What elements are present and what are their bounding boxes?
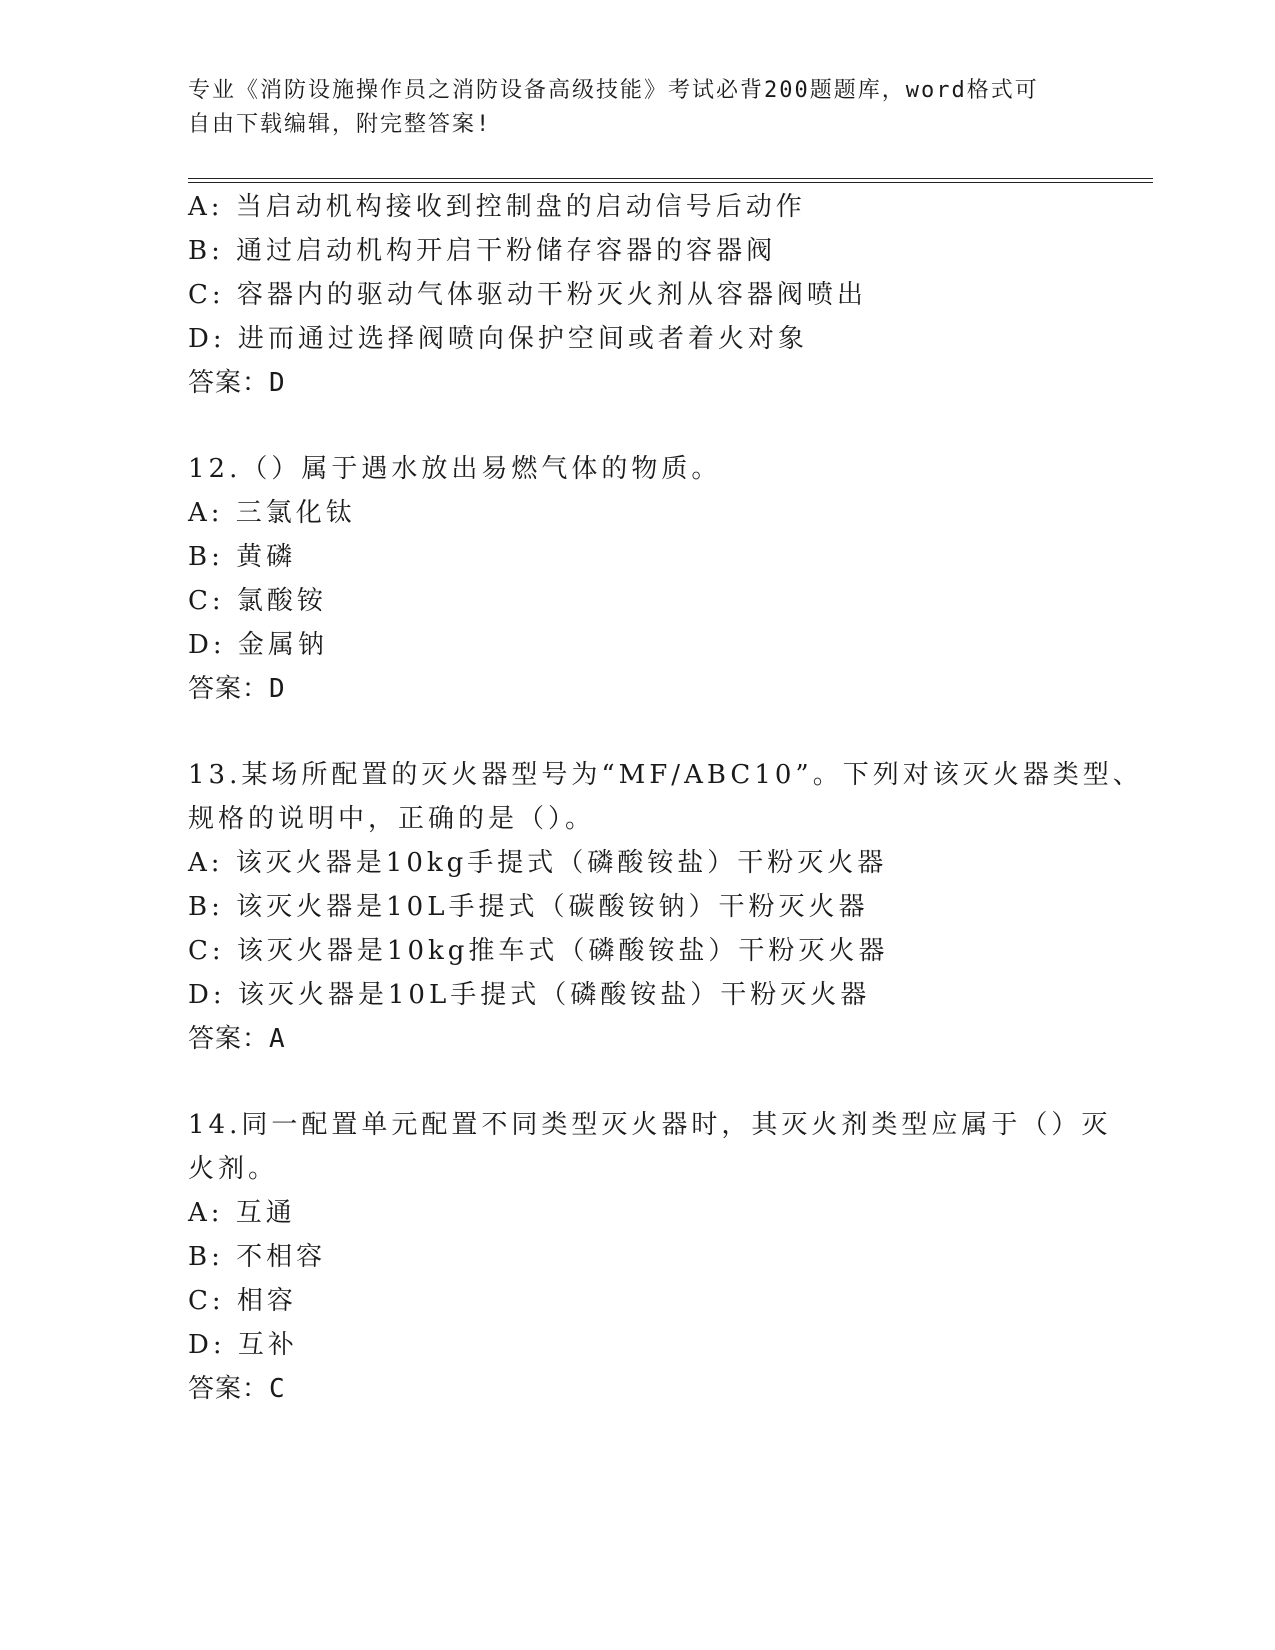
answer-label: 答案： [188,674,270,704]
header-line-2: 自由下载编辑，附完整答案! [188,112,492,137]
q14-stem-line-2: 火剂。 [188,1154,279,1184]
answer-value: C [269,1374,286,1404]
q12-answer [188,668,286,705]
q12-stem: 12.（）属于遇水放出易燃气体的物质。 [188,454,722,484]
document-header [188,74,1088,142]
q11-option-a: A: 当启动机构接收到控制盘的启动信号后动作 [188,192,806,222]
q12-option-c: C: 氯酸铵 [188,586,327,616]
q12-option-b: B: 黄磷 [188,542,297,572]
q14-option-b: B: 不相容 [188,1242,327,1272]
q13-option-d: D: 该灭火器是10L手提式（磷酸铵盐）干粉灭火器 [188,980,871,1010]
header-divider-bottom [188,182,1153,183]
q13-stem-line-2: 规格的说明中，正确的是（）。 [188,804,596,834]
answer-value: D [269,674,286,704]
answer-label: 答案： [188,1024,270,1054]
answer-label: 答案： [188,1374,270,1404]
q11-option-b: B: 通过启动机构开启干粉储存容器的容器阀 [188,236,777,266]
q13-answer [188,1018,286,1055]
q14-stem-line-1: 14.同一配置单元配置不同类型灭火器时，其灭火剂类型应属于（）灭 [188,1110,1112,1140]
q14-option-a: A: 互通 [188,1198,296,1228]
answer-label: 答案： [188,368,270,398]
q14-answer [188,1368,286,1405]
q12-option-a: A: 三氯化钛 [188,498,356,528]
q13-option-c: C: 该灭火器是10kg推车式（磷酸铵盐）干粉灭火器 [188,936,889,966]
q11-option-c: C: 容器内的驱动气体驱动干粉灭火剂从容器阀喷出 [188,280,867,310]
q11-option-d: D: 进而通过选择阀喷向保护空间或者着火对象 [188,324,808,354]
q13-option-b: B: 该灭火器是10L手提式（碳酸铵钠）干粉灭火器 [188,892,869,922]
q13-option-a: A: 该灭火器是10kg手提式（磷酸铵盐）干粉灭火器 [188,848,888,878]
header-line-1: 专业《消防设施操作员之消防设备高级技能》考试必背200题题库，word格式可 [188,78,1039,103]
q14-option-c: C: 相容 [188,1286,297,1316]
q11-answer [188,362,286,399]
header-divider-top [188,178,1153,179]
answer-value: D [269,368,286,398]
q12-option-d: D: 金属钠 [188,630,328,660]
q13-stem-line-1: 13.某场所配置的灭火器型号为“MF/ABC10”。下列对该灭火器类型、 [188,760,1143,790]
answer-value: A [269,1024,286,1054]
q14-option-d: D: 互补 [188,1330,298,1360]
